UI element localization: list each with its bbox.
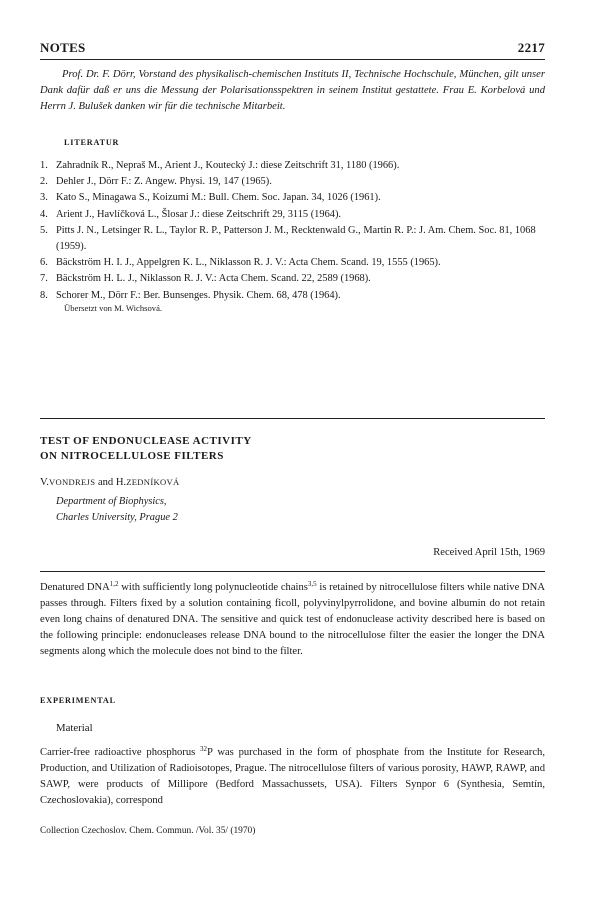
material-subheading: Material: [56, 722, 93, 734]
reference-text: Bäckström H. I. J., Appelgren K. L., Niklasson R. J. V.: Acta Chem. Scand. 19, 1555 (1965).: [56, 257, 441, 269]
journal-footer: Collection Czechoslov. Chem. Commun. /Vol. 35/ (1970): [40, 826, 256, 836]
intro-text: with sufficiently long polynucleotide chains: [118, 582, 308, 593]
reference-number: 4.: [40, 208, 48, 220]
reference-number: 7.: [40, 273, 48, 285]
reference-text: Zahradník R., Nepraš M., Arient J., Koutecký J.: diese Zeitschrift 31, 1180 (1966).: [56, 160, 400, 171]
author-initial: V.: [40, 477, 49, 488]
reference-text: Kato S., Minagawa S., Koizumi M.: Bull. Chem. Soc. Japan. 34, 1026 (1961).: [56, 192, 381, 204]
material-paragraph: [40, 745, 545, 809]
reference-text: Bäckström H. L. J., Niklasson R. J. V.: Acta Chem. Scand. 22, 2589 (1968).: [56, 273, 371, 285]
reference-number: 1.: [40, 160, 48, 171]
page-number: 2217: [517, 40, 545, 55]
material-text: Carrier-free radioactive phosphorus: [40, 747, 201, 758]
reference-text: Pitts J. N., Letsinger R. L., Taylor R. P., Patterson J. M., Recktenwald G., Martin R. P.: J. Am. Chem. Soc. 81, 1068 (1959).: [56, 224, 536, 253]
author-conjunction: and: [97, 477, 114, 488]
citation-superscript: 3,5: [307, 580, 317, 588]
running-header: [40, 40, 545, 56]
author-initial: H.: [115, 477, 127, 488]
material-text: P was purchased in the form of phosphate from the Institute for Research, Production, and Utilization of Radioisotopes, Prague. The nitrocellulose filters of various porosity, HAWP, RAWP, and SAWP, were products of Millipore (Bedford Massachussets, USA). Filters Synpor 6 (Synthesia, Semtín, Czechoslovakia), correspond: [40, 747, 545, 806]
article-title-line: ON NITROCELLULOSE FILTERS: [40, 450, 224, 462]
reference-item: [40, 158, 545, 174]
reference-item: [40, 207, 545, 223]
reference-text: Dehler J., Dörr F.: Z. Angew. Physi. 19, 147 (1965).: [56, 176, 272, 188]
reference-item: [40, 223, 545, 255]
intro-paragraph: [40, 580, 545, 660]
citation-superscript: 1,2: [109, 580, 119, 588]
reference-item: [40, 271, 545, 287]
reference-number: 2.: [40, 176, 48, 188]
article-title: [40, 434, 252, 464]
section-title: NOTES: [40, 40, 86, 55]
acknowledgement-paragraph: Prof. Dr. F. Dörr, Vorstand des physikalisch-chemischen Instituts II, Technische Hochschule, München, gilt unser Dank dafür daß er uns die Messung der Polarisationsspektren in seinem Institut gestattete. Frau E. Korbelová und Herrn J. Bulušek danken wir für die technische Mitarbeit.: [40, 69, 545, 112]
intro-text: is retained by nitrocellulose filters while native DNA passes through. Filters fixed by a solution containing ficoll, polyvinylpyrrolidone, and bovine albumin do not retain even long chains of denatured DNA. The sensitive and quick test of endonuclease activity described here is based on the following principle: endonucleases release DNA bound to the nitrocellulose filter the easier the longer the DNA segments along which the molecule does not bind to the filter.: [40, 582, 545, 657]
reference-number: 6.: [40, 257, 48, 269]
article-authors: [40, 477, 180, 488]
header-rule: [40, 59, 545, 60]
reference-item: [40, 255, 545, 271]
intro-text: Denatured DNA: [40, 582, 110, 593]
received-date: Received April 15th, 1969: [433, 547, 545, 558]
literature-heading: LITERATUR: [64, 138, 120, 147]
reference-list: [40, 158, 545, 304]
reference-number: 3.: [40, 192, 48, 204]
reference-item: [40, 190, 545, 206]
reference-text: Schorer M., Dörr F.: Ber. Bunsenges. Physik. Chem. 68, 478 (1964).: [56, 289, 341, 301]
article-title-line: TEST OF ENDONUCLEASE ACTIVITY: [40, 435, 252, 447]
isotope-superscript: 32: [200, 745, 208, 753]
reference-number: 8.: [40, 289, 48, 301]
author-surname: ZEDNÍKOVÁ: [126, 477, 180, 487]
article-separator-rule: [40, 418, 545, 419]
translator-note: Übersetzt von M. Wichsová.: [64, 303, 163, 313]
author-affiliation: [56, 494, 178, 526]
reference-item: [40, 174, 545, 190]
experimental-heading: EXPERIMENTAL: [40, 696, 116, 705]
reference-number: 5.: [40, 224, 48, 236]
affiliation-line: Charles University, Prague 2: [56, 512, 178, 523]
reference-text: Arient J., Havlíčková L., Šlosar J.: diese Zeitschrift 29, 3115 (1964).: [56, 208, 342, 220]
affiliation-line: Department of Biophysics,: [56, 496, 167, 507]
reference-item: [40, 288, 545, 304]
author-surname: VONDREJS: [48, 477, 96, 487]
abstract-rule: [40, 571, 545, 572]
